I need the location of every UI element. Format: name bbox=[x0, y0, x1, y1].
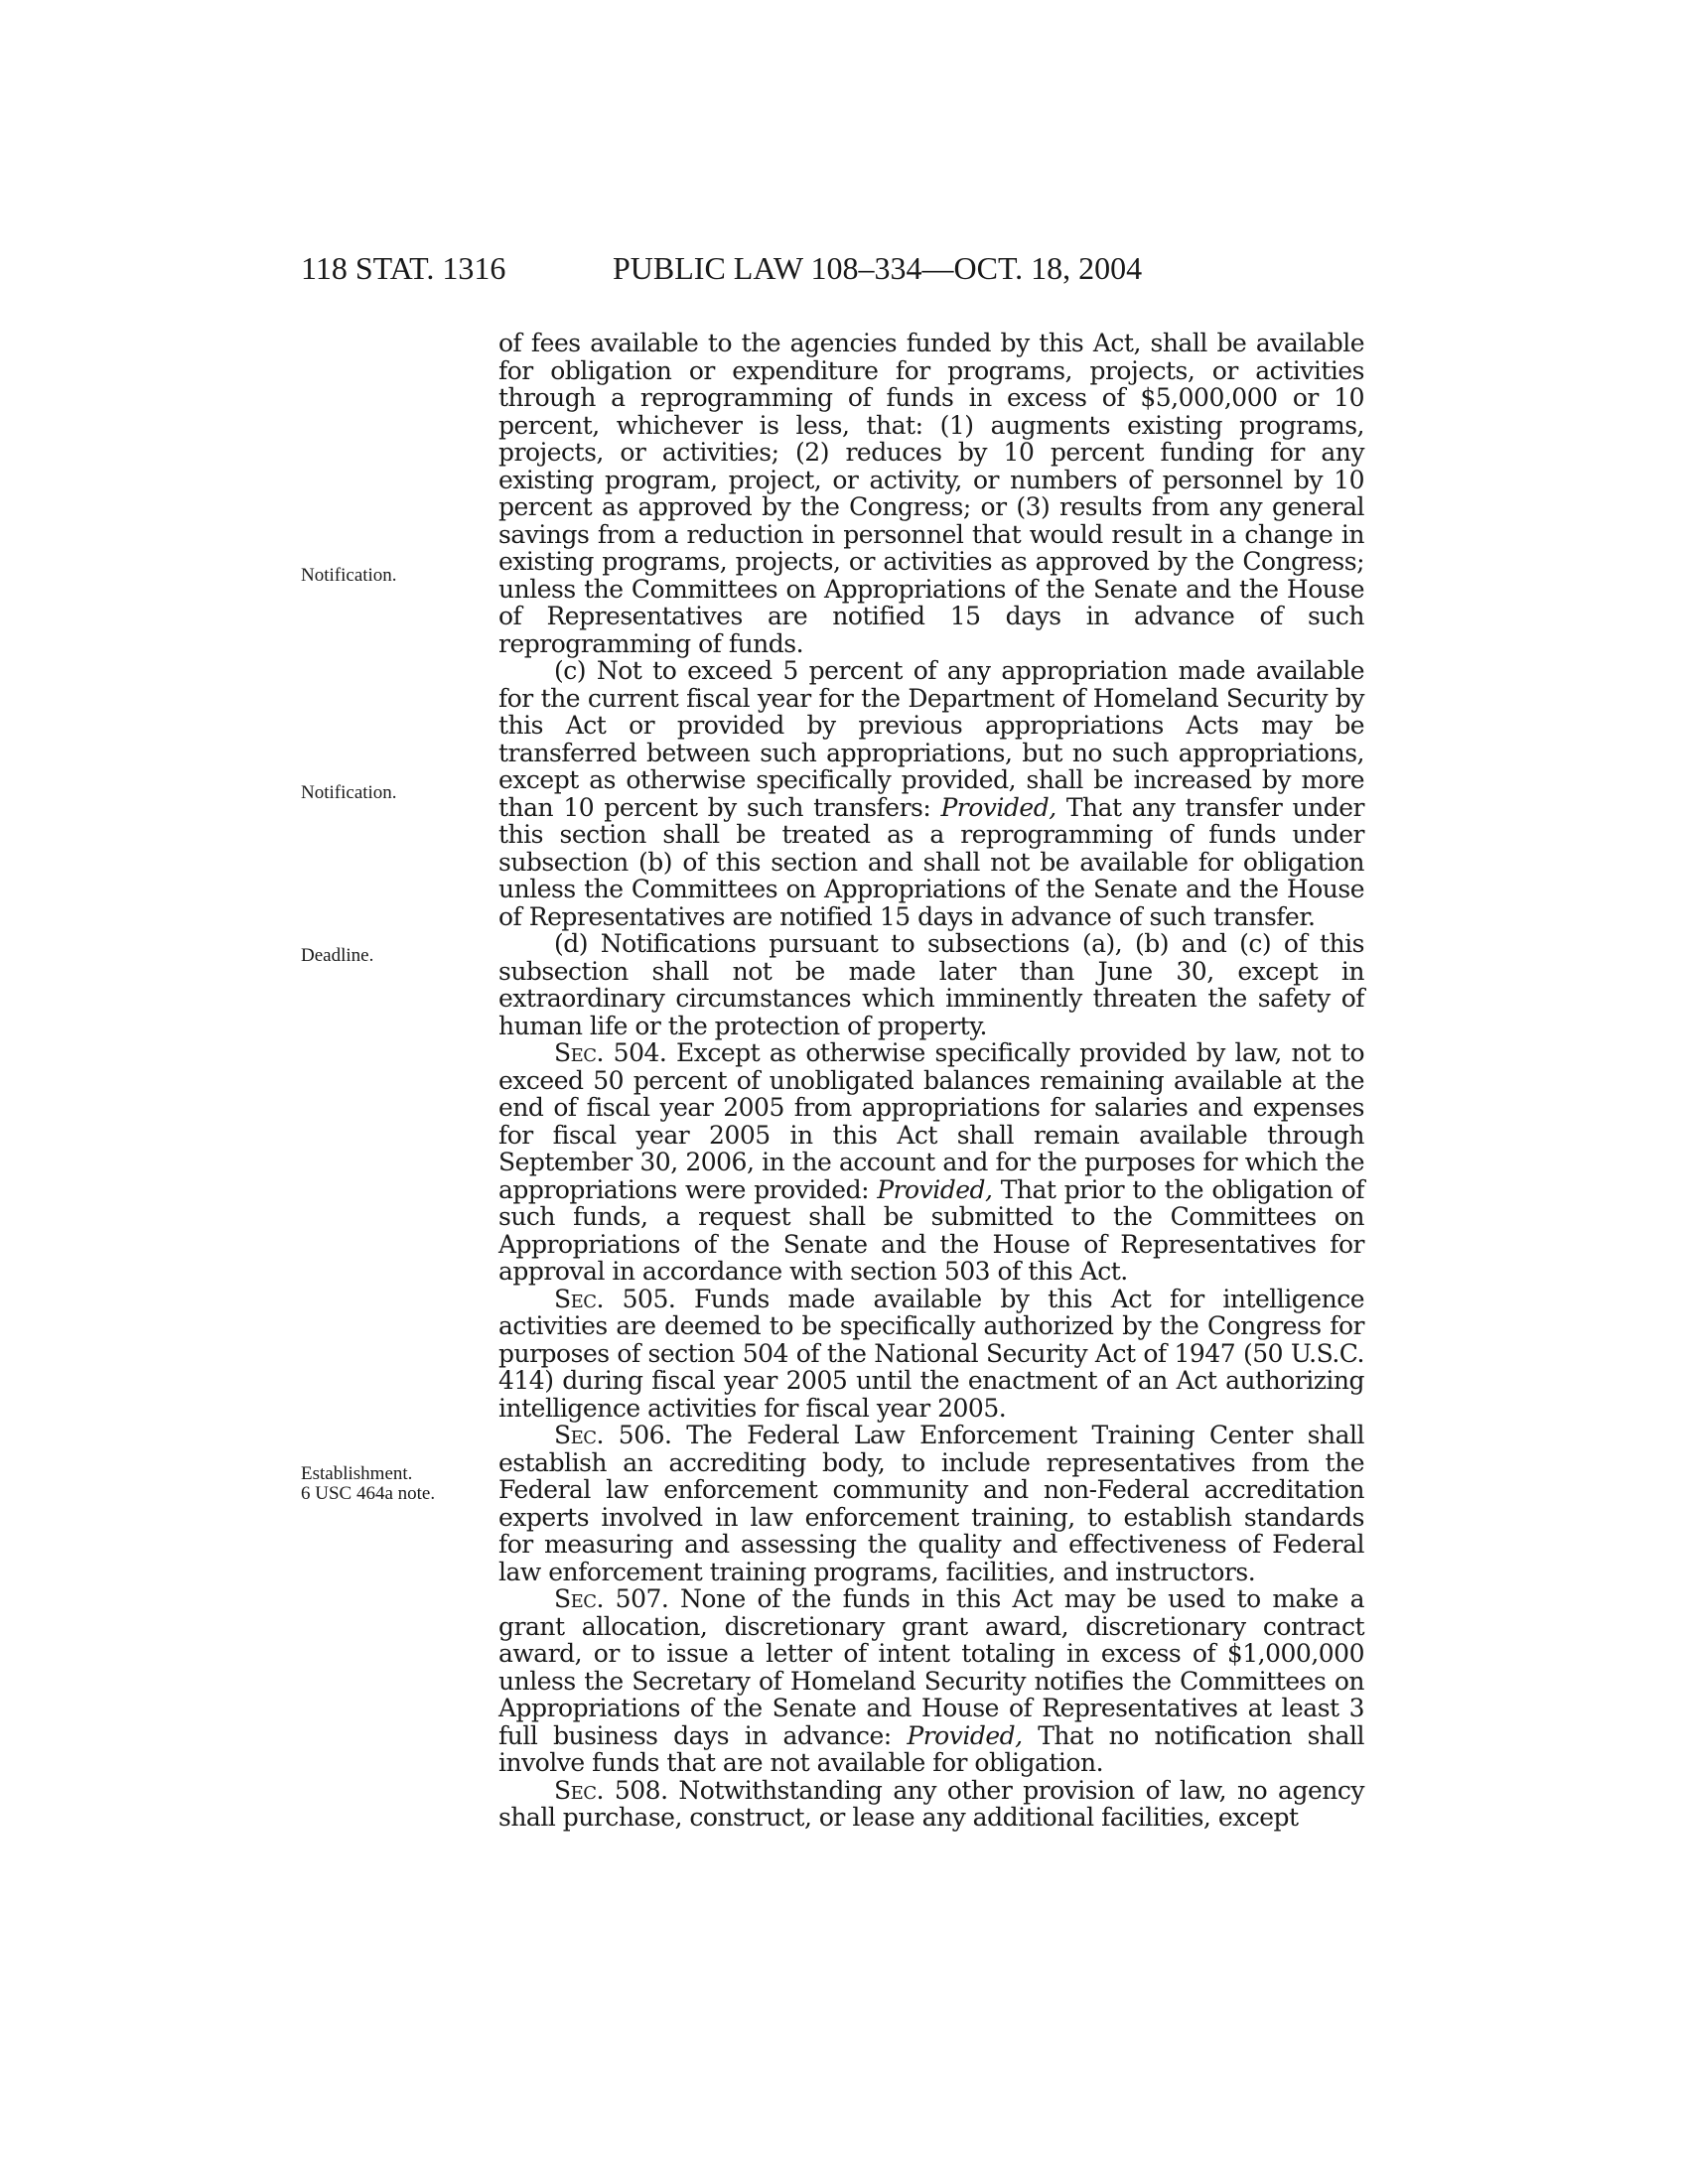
section-504 bbox=[498, 1039, 1364, 1286]
section-label: Sec. 507. bbox=[554, 1584, 669, 1613]
paragraph bbox=[498, 330, 1364, 657]
paragraph-text: That no notification shall involve funds that are not available for obligation. bbox=[498, 1720, 1364, 1777]
paragraph-text: None of the funds in this Act may be used to make a grant allocation, discretionary grant award, discretionary contract award, or to issue a letter of intent totaling in excess of $1,000,000 unless the Secretary of Homeland Security notifies the Committees on Appropriations of the Senate and House of Representatives at least 3 full business days in advance: bbox=[498, 1584, 1364, 1750]
margin-note-establishment: Establishment. bbox=[301, 1463, 413, 1484]
public-law-header: PUBLIC LAW 108–334—OCT. 18, 2004 bbox=[613, 250, 1143, 286]
body-text bbox=[498, 330, 1364, 1832]
proviso-italic: Provided, bbox=[907, 1720, 1023, 1750]
paragraph-text: That any transfer under this section shall be treated as a reprogramming of funds under subsection (b) of this section and shall not be available for obligation unless the Committees on Appropriations of the Senate and the House of Representatives are notified 15 days in advance of such transfer. bbox=[498, 792, 1364, 931]
margin-note-notification: Notification. bbox=[301, 565, 397, 586]
section-label: Sec. 505. bbox=[554, 1284, 676, 1313]
paragraph-subsection-c bbox=[498, 657, 1364, 930]
margin-note-deadline: Deadline. bbox=[301, 945, 374, 966]
paragraph-text: Funds made available by this Act for intelligence activities are deemed to be specifically authorized by the Congress for purposes of section 504 of the National Security Act of 1947 (50 U.S.C. 414) during fiscal year 2005 until the enactment of an Act authorizing intelligence activities for fiscal year 2005. bbox=[498, 1284, 1364, 1423]
section-506 bbox=[498, 1422, 1364, 1585]
section-label: Sec. 506. bbox=[554, 1421, 672, 1449]
paragraph-subsection-d bbox=[498, 930, 1364, 1039]
paragraph-text: Except as otherwise specifically provided by law, not to exceed 50 percent of unobligated balances remaining available at the end of fiscal year 2005 from appropriations for salaries and expenses for fiscal year 2005 in this Act shall remain available through September 30, 2006, in the account and for the purposes for which the appropriations were provided: bbox=[498, 1038, 1364, 1204]
paragraph-text: Notwithstanding any other provision of law, no agency shall purchase, construct, or lease any additional facilities, except bbox=[498, 1775, 1364, 1832]
section-507 bbox=[498, 1585, 1364, 1777]
section-label: Sec. 508. bbox=[554, 1775, 668, 1805]
section-508 bbox=[498, 1777, 1364, 1832]
paragraph-text: The Federal Law Enforcement Training Center shall establish an accrediting body, to include representatives from the Federal law enforcement community and non-Federal accreditation experts involved in law enforcement training, to establish standards for measuring and assessing the quality and effectiveness of Federal law enforcement training programs, facilities, and instructors. bbox=[498, 1421, 1364, 1586]
section-505 bbox=[498, 1286, 1364, 1423]
paragraph-text: (d) Notifications pursuant to subsections (a), (b) and (c) of this subsection shall not be made later than June 30, except in extraordinary circumstances which imminently threaten the safety of human life or the protection of property. bbox=[498, 929, 1364, 1040]
proviso-italic: Provided, bbox=[877, 1174, 993, 1204]
paragraph-text: of fees available to the agencies funded by this Act, shall be available for obligation or expenditure for programs, projects, or activities through a reprogramming of funds in excess of $5,000,000 or 10 percent, whichever is less, that: (1) augments existing programs, projects, or activities; (2) reduces by 10 percent funding for any existing program, project, or activity, or numbers of personnel by 10 percent as approved by the Congress; or (3) results from any general savings from a reduction in personnel that would result in a change in existing programs, projects, or activities as approved by the Congress; unless the Committees on Appropriations of the Senate and the House of Representatives are notified 15 days in advance of such reprogramming of funds. bbox=[498, 329, 1364, 658]
paragraph-text: (c) Not to exceed 5 percent of any appropriation made available for the current fiscal year for the Department of Homeland Security by this Act or provided by previous appropriations Acts may be transferred between such appropriations, but no such appropriations, except as otherwise specifically provided, shall be increased by more than 10 percent by such transfers: bbox=[498, 656, 1364, 822]
paragraph-text: That prior to the obligation of such funds, a request shall be submitted to the Committees on Appropriations of the Senate and the House of Representatives for approval in accordance with section 503 of this Act. bbox=[498, 1174, 1364, 1286]
section-label: Sec. 504. bbox=[554, 1038, 667, 1067]
margin-note-notification: Notification. bbox=[301, 782, 397, 803]
proviso-italic: Provided, bbox=[940, 792, 1056, 822]
statute-page-number: 118 STAT. 1316 bbox=[301, 250, 506, 286]
margin-note-usc-citation: 6 USC 464a note. bbox=[301, 1483, 436, 1504]
